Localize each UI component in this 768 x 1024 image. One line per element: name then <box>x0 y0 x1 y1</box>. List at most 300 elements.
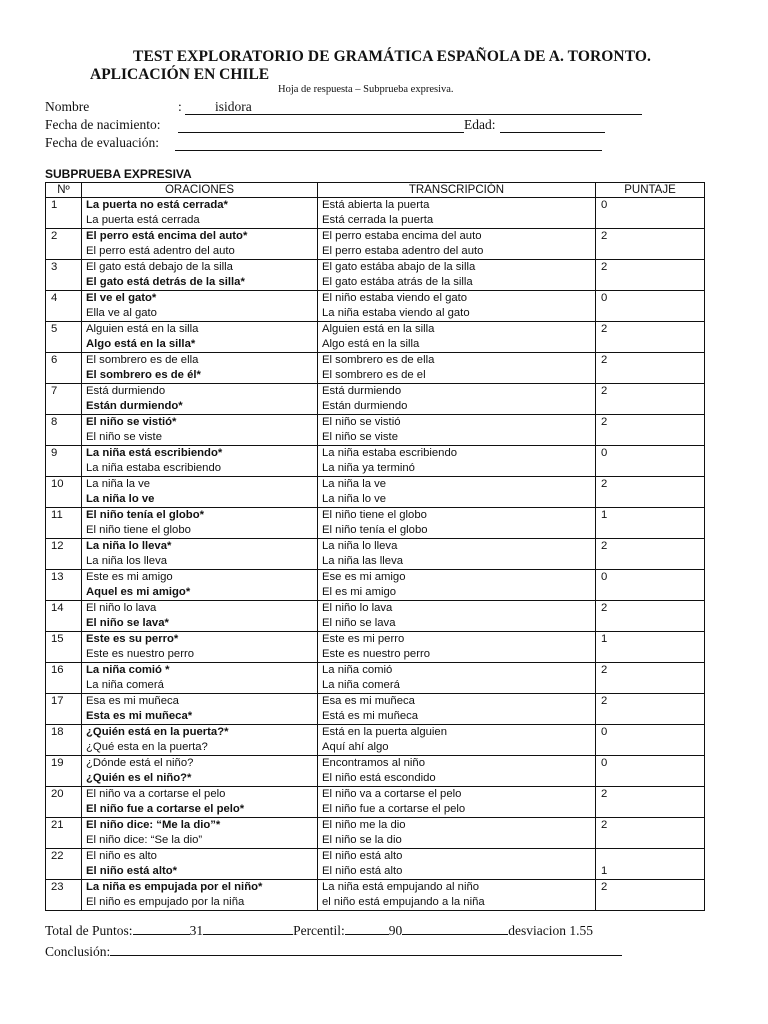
transcripcion-1: El niño me la dio <box>322 819 406 831</box>
puntaje-2 <box>601 554 704 569</box>
transcripcion-2: La niña lo ve <box>322 493 387 505</box>
puntaje-cell <box>596 601 705 632</box>
header-num: Nº <box>46 183 82 198</box>
transcripcion-1: El niño tiene el globo <box>322 509 427 521</box>
puntaje-2 <box>601 275 704 290</box>
row-number <box>46 725 82 756</box>
transcripcion-1: El gato estába abajo de la silla <box>322 261 476 273</box>
transcripcion-cell <box>318 694 596 725</box>
transcripcion-2: Está es mi muñeca <box>322 710 419 722</box>
puntaje-cell <box>596 818 705 849</box>
percentil-blank-1 <box>345 920 389 935</box>
transcripcion-1: El perro estaba encima del auto <box>322 230 482 242</box>
transcripcion-2: Aquí ahí algo <box>322 741 389 753</box>
puntaje-2 <box>601 492 704 507</box>
puntaje-1: 0 <box>601 757 608 769</box>
oraciones-cell <box>82 508 318 539</box>
row-number <box>46 756 82 787</box>
oracion-1: ¿Quién está en la puerta?* <box>86 726 229 738</box>
puntaje-cell <box>596 415 705 446</box>
transcripcion-2: El niño se la dio <box>322 834 402 846</box>
puntaje-cell <box>596 322 705 353</box>
row-number-value: 11 <box>51 509 63 521</box>
row-number-value: 20 <box>51 788 64 800</box>
puntaje-1: 2 <box>601 416 608 428</box>
row-number <box>46 322 82 353</box>
puntaje-1: 2 <box>601 602 608 614</box>
row-number-value: 15 <box>51 633 64 645</box>
puntaje-cell <box>596 694 705 725</box>
row-number <box>46 477 82 508</box>
total-blank-1 <box>133 920 190 935</box>
transcripcion-cell <box>318 787 596 818</box>
oraciones-cell <box>82 446 318 477</box>
table-row <box>46 229 705 260</box>
edad-line <box>500 117 605 133</box>
puntaje-1 <box>601 849 704 864</box>
puntaje-1: 2 <box>601 385 608 397</box>
oracion-1: El niño va a cortarse el pelo <box>86 788 226 800</box>
puntaje-1: 0 <box>601 447 608 459</box>
oracion-1: El niño lo lava <box>86 602 157 614</box>
oracion-2: ¿Qué esta en la puerta? <box>86 741 208 753</box>
row-number-value: 9 <box>51 447 58 459</box>
oraciones-cell <box>82 818 318 849</box>
row-number-value: 10 <box>51 478 64 490</box>
oraciones-cell <box>82 384 318 415</box>
row-number-value: 13 <box>51 571 64 583</box>
table-row <box>46 725 705 756</box>
oracion-1: La niña es empujada por el niño* <box>86 881 263 893</box>
oracion-2: El niño fue a cortarse el pelo* <box>86 803 245 815</box>
puntaje-cell <box>596 291 705 322</box>
puntaje-cell <box>596 229 705 260</box>
puntaje-cell <box>596 539 705 570</box>
total-value: 31 <box>189 923 204 938</box>
transcripcion-1: Ese es mi amigo <box>322 571 406 583</box>
puntaje-cell <box>596 384 705 415</box>
puntaje-2 <box>601 771 704 786</box>
transcripcion-1: Encontramos al niño <box>322 757 425 769</box>
row-number-value: 19 <box>51 757 64 769</box>
puntaje-cell <box>596 632 705 663</box>
results-table <box>45 182 705 911</box>
oracion-2: Esta es mi muñeca* <box>86 710 193 722</box>
row-number-value: 23 <box>51 881 64 893</box>
transcripcion-2: Está cerrada la puerta <box>322 214 434 226</box>
transcripcion-cell <box>318 601 596 632</box>
puntaje-cell <box>596 756 705 787</box>
puntaje-2 <box>601 678 704 693</box>
puntaje-1: 2 <box>601 478 608 490</box>
transcripcion-1: El niño se vistió <box>322 416 401 428</box>
oracion-2: El niño se viste <box>86 431 162 443</box>
table-row <box>46 787 705 818</box>
transcripcion-1: Esa es mi muñeca <box>322 695 415 707</box>
percentil-blank-2 <box>402 920 508 935</box>
row-number-value: 14 <box>51 602 64 614</box>
transcripcion-1: La niña comió <box>322 664 393 676</box>
puntaje-2 <box>601 399 704 414</box>
puntaje-1: 2 <box>601 540 608 552</box>
fecha-evaluacion-line <box>175 135 602 151</box>
transcripcion-1: El niño estaba viendo el gato <box>322 292 468 304</box>
transcripcion-1: La niña estaba escribiendo <box>322 447 458 459</box>
percentil-label: Percentil: <box>293 923 345 938</box>
transcripcion-2: Están durmiendo <box>322 400 408 412</box>
puntaje-2 <box>601 740 704 755</box>
total-blank-2 <box>203 920 293 935</box>
transcripcion-1: Está en la puerta alguien <box>322 726 447 738</box>
row-number <box>46 539 82 570</box>
oracion-1: El gato está debajo de la silla <box>86 261 233 273</box>
transcripcion-2: Este es nuestro perro <box>322 648 431 660</box>
oracion-2: ¿Quién es el niño?* <box>86 772 192 784</box>
oraciones-cell <box>82 539 318 570</box>
puntaje-1: 0 <box>601 199 608 211</box>
table-row <box>46 694 705 725</box>
oraciones-cell <box>82 663 318 694</box>
puntaje-2 <box>601 523 704 538</box>
row-number <box>46 198 82 229</box>
puntaje-1: 2 <box>601 881 608 893</box>
row-number <box>46 508 82 539</box>
puntaje-cell <box>596 849 705 880</box>
puntaje-2: 1 <box>601 865 608 877</box>
table-row <box>46 663 705 694</box>
puntaje-2 <box>601 461 704 476</box>
puntaje-2 <box>601 368 704 383</box>
table-row <box>46 818 705 849</box>
transcripcion-cell <box>318 818 596 849</box>
oracion-1: ¿Dónde está el niño? <box>86 757 194 769</box>
table-row <box>46 539 705 570</box>
transcripcion-cell <box>318 663 596 694</box>
header-oraciones: ORACIONES <box>82 183 318 198</box>
oraciones-cell <box>82 632 318 663</box>
oracion-2: La niña los lleva <box>86 555 168 567</box>
oracion-2: El niño está alto* <box>86 865 178 877</box>
transcripcion-2: El niño está alto <box>322 865 403 877</box>
oracion-2: Ella ve al gato <box>86 307 157 319</box>
oracion-2: Aquel es mi amigo* <box>86 586 191 598</box>
puntaje-2 <box>601 709 704 724</box>
conclusion-blank <box>110 941 622 956</box>
oracion-2: El gato está detrás de la silla* <box>86 276 245 288</box>
oracion-1: El niño es alto <box>86 850 157 862</box>
transcripcion-cell <box>318 756 596 787</box>
puntaje-cell <box>596 787 705 818</box>
table-row <box>46 291 705 322</box>
row-number-value: 21 <box>51 819 64 831</box>
puntaje-2 <box>601 647 704 662</box>
puntaje-2 <box>601 430 704 445</box>
oraciones-cell <box>82 291 318 322</box>
transcripcion-cell <box>318 322 596 353</box>
table-row <box>46 508 705 539</box>
puntaje-1: 2 <box>601 261 608 273</box>
puntaje-1: 2 <box>601 323 608 335</box>
transcripcion-cell <box>318 570 596 601</box>
row-number-value: 2 <box>51 230 58 242</box>
row-number <box>46 849 82 880</box>
table-row <box>46 446 705 477</box>
puntaje-2 <box>601 585 704 600</box>
transcripcion-1: La niña está empujando al niño <box>322 881 480 893</box>
table-header-row <box>46 183 705 198</box>
row-number-value: 3 <box>51 261 58 273</box>
row-number <box>46 446 82 477</box>
row-number <box>46 415 82 446</box>
section-title: SUBPRUEBA EXPRESIVA <box>45 167 192 181</box>
oracion-2: Algo está en la silla* <box>86 338 196 350</box>
row-number-value: 22 <box>51 850 64 862</box>
table-row <box>46 384 705 415</box>
transcripcion-cell <box>318 880 596 911</box>
transcripcion-1: El sombrero es de ella <box>322 354 435 366</box>
document-title: TEST EXPLORATORIO DE GRAMÁTICA ESPAÑOLA DE A. TORONTO. <box>133 48 652 65</box>
row-number-value: 8 <box>51 416 58 428</box>
transcripcion-2: El niño se viste <box>322 431 398 443</box>
oraciones-cell <box>82 229 318 260</box>
puntaje-cell <box>596 663 705 694</box>
puntaje-1: 1 <box>601 633 608 645</box>
row-number <box>46 787 82 818</box>
oraciones-cell <box>82 322 318 353</box>
puntaje-1: 2 <box>601 695 608 707</box>
row-number <box>46 694 82 725</box>
transcripcion-cell <box>318 849 596 880</box>
oraciones-cell <box>82 570 318 601</box>
row-number <box>46 291 82 322</box>
oraciones-cell <box>82 756 318 787</box>
nombre-colon: : <box>178 99 182 114</box>
total-label: Total de Puntos: <box>45 923 133 938</box>
oraciones-cell <box>82 353 318 384</box>
oracion-1: El perro está encima del auto* <box>86 230 248 242</box>
row-number-value: 17 <box>51 695 64 707</box>
oracion-2: La niña comerá <box>86 679 164 691</box>
puntaje-1: 2 <box>601 819 608 831</box>
oracion-1: Este es mi amigo <box>86 571 173 583</box>
oracion-1: La niña está escribiendo* <box>86 447 223 459</box>
transcripcion-cell <box>318 291 596 322</box>
transcripcion-cell <box>318 198 596 229</box>
table-row <box>46 880 705 911</box>
transcripcion-2: El gato estába atrás de la silla <box>322 276 473 288</box>
oracion-2: El sombrero es de él* <box>86 369 201 381</box>
puntaje-2 <box>601 895 704 910</box>
oracion-1: Alguien está en la silla <box>86 323 199 335</box>
transcripcion-2: El niño está escondido <box>322 772 436 784</box>
document-subtitle: Hoja de respuesta – Subprueba expresiva. <box>278 84 454 95</box>
transcripcion-cell <box>318 260 596 291</box>
header-puntaje: PUNTAJE <box>596 183 705 198</box>
transcripcion-2: La niña estaba viendo al gato <box>322 307 470 319</box>
row-number-value: 16 <box>51 664 64 676</box>
oracion-1: El sombrero es de ella <box>86 354 199 366</box>
transcripcion-1: La niña lo lleva <box>322 540 398 552</box>
oracion-1: La puerta no está cerrada* <box>86 199 228 211</box>
row-number <box>46 880 82 911</box>
puntaje-2 <box>601 213 704 228</box>
transcripcion-2: El es mi amigo <box>322 586 397 598</box>
oraciones-cell <box>82 849 318 880</box>
puntaje-cell <box>596 880 705 911</box>
transcripcion-2: El perro estaba adentro del auto <box>322 245 484 257</box>
puntaje-2 <box>601 244 704 259</box>
header-transcripcion: TRANSCRIPCIÓN <box>318 183 596 198</box>
oracion-1: La niña comió * <box>86 664 170 676</box>
transcripcion-2: El niño tenía el globo <box>322 524 428 536</box>
transcripcion-1: El niño está alto <box>322 850 403 862</box>
transcripcion-1: Está abierta la puerta <box>322 199 430 211</box>
oracion-2: La puerta está cerrada <box>86 214 200 226</box>
puntaje-cell <box>596 508 705 539</box>
conclusion-line <box>45 941 622 960</box>
percentil-value: 90 <box>388 923 403 938</box>
oraciones-cell <box>82 198 318 229</box>
puntaje-cell <box>596 353 705 384</box>
puntaje-2 <box>601 616 704 631</box>
transcripcion-2: Algo está en la silla <box>322 338 420 350</box>
conclusion-label: Conclusión: <box>45 944 111 959</box>
puntaje-cell <box>596 570 705 601</box>
row-number <box>46 818 82 849</box>
oracion-1: El niño dice: “Me la dio”* <box>86 819 221 831</box>
total-line <box>45 920 593 939</box>
transcripcion-1: El niño va a cortarse el pelo <box>322 788 462 800</box>
row-number <box>46 663 82 694</box>
row-number <box>46 384 82 415</box>
oraciones-cell <box>82 477 318 508</box>
transcripcion-2: El niño se lava <box>322 617 396 629</box>
oraciones-cell <box>82 725 318 756</box>
puntaje-cell <box>596 477 705 508</box>
table-row <box>46 849 705 880</box>
nombre-field <box>45 99 645 115</box>
oracion-2: Están durmiendo* <box>86 400 183 412</box>
puntaje-2 <box>601 802 704 817</box>
oracion-1: El ve el gato* <box>86 292 157 304</box>
row-number <box>46 260 82 291</box>
oracion-1: El niño se vistió* <box>86 416 177 428</box>
row-number <box>46 632 82 663</box>
puntaje-1: 2 <box>601 230 608 242</box>
transcripcion-1: Alguien está en la silla <box>322 323 435 335</box>
table-row <box>46 601 705 632</box>
table-row <box>46 570 705 601</box>
puntaje-2 <box>601 337 704 352</box>
transcripcion-2: La niña comerá <box>322 679 400 691</box>
fecha-nacimiento-label: Fecha de nacimiento: <box>45 117 161 132</box>
puntaje-cell <box>596 260 705 291</box>
puntaje-cell <box>596 446 705 477</box>
puntaje-1: 2 <box>601 664 608 676</box>
transcripcion-2: el niño está empujando a la niña <box>322 896 485 908</box>
oracion-1: Está durmiendo <box>86 385 166 397</box>
transcripcion-1: Este es mi perro <box>322 633 405 645</box>
transcripcion-cell <box>318 539 596 570</box>
table-row <box>46 632 705 663</box>
nombre-value: isidora <box>215 99 252 114</box>
oracion-1: Este es su perro* <box>86 633 179 645</box>
puntaje-1: 2 <box>601 354 608 366</box>
transcripcion-2: La niña las lleva <box>322 555 404 567</box>
row-number-value: 6 <box>51 354 58 366</box>
table-row <box>46 322 705 353</box>
row-number-value: 1 <box>51 199 58 211</box>
transcripcion-cell <box>318 725 596 756</box>
puntaje-cell <box>596 198 705 229</box>
desviacion-text: desviacion 1.55 <box>508 923 594 938</box>
table-row <box>46 477 705 508</box>
oracion-1: Esa es mi muñeca <box>86 695 179 707</box>
nombre-line <box>185 99 642 115</box>
oracion-1: El niño tenía el globo* <box>86 509 204 521</box>
nombre-label: Nombre <box>45 99 90 114</box>
transcripcion-cell <box>318 384 596 415</box>
oracion-1: La niña la ve <box>86 478 151 490</box>
table-row <box>46 353 705 384</box>
oracion-2: El niño tiene el globo <box>86 524 191 536</box>
transcripcion-cell <box>318 477 596 508</box>
transcripcion-1: El niño lo lava <box>322 602 393 614</box>
transcripcion-2: El sombrero es de el <box>322 369 426 381</box>
transcripcion-2: El niño fue a cortarse el pelo <box>322 803 466 815</box>
row-number <box>46 601 82 632</box>
transcripcion-cell <box>318 353 596 384</box>
fecha-evaluacion-field <box>45 135 615 151</box>
fecha-nacimiento-field <box>45 117 615 133</box>
puntaje-1: 2 <box>601 788 608 800</box>
oracion-2: El niño se lava* <box>86 617 169 629</box>
oracion-2: La niña lo ve <box>86 493 155 505</box>
puntaje-1: 0 <box>601 292 608 304</box>
oracion-2: El niño dice: “Se la dio” <box>86 834 203 846</box>
row-number <box>46 570 82 601</box>
table-row <box>46 260 705 291</box>
row-number <box>46 353 82 384</box>
transcripcion-1: Está durmiendo <box>322 385 402 397</box>
puntaje-cell <box>596 725 705 756</box>
oraciones-cell <box>82 601 318 632</box>
table-row <box>46 756 705 787</box>
oraciones-cell <box>82 415 318 446</box>
oracion-1: La niña lo lleva* <box>86 540 172 552</box>
oracion-2: El perro está adentro del auto <box>86 245 235 257</box>
edad-label: Edad: <box>464 117 496 132</box>
oracion-2: La niña estaba escribiendo <box>86 462 222 474</box>
transcripcion-cell <box>318 229 596 260</box>
row-number-value: 5 <box>51 323 58 335</box>
document-title-line2: APLICACIÓN EN CHILE <box>90 66 270 83</box>
transcripcion-cell <box>318 446 596 477</box>
oraciones-cell <box>82 260 318 291</box>
transcripcion-2: La niña ya terminó <box>322 462 415 474</box>
oracion-2: El niño es empujado por la niña <box>86 896 245 908</box>
row-number-value: 7 <box>51 385 58 397</box>
row-number-value: 18 <box>51 726 64 738</box>
puntaje-2 <box>601 306 704 321</box>
puntaje-1: 0 <box>601 726 608 738</box>
puntaje-1: 1 <box>601 509 608 521</box>
puntaje-1: 0 <box>601 571 608 583</box>
transcripcion-cell <box>318 415 596 446</box>
fecha-evaluacion-label: Fecha de evaluación: <box>45 135 159 150</box>
puntaje-2 <box>601 833 704 848</box>
oraciones-cell <box>82 880 318 911</box>
